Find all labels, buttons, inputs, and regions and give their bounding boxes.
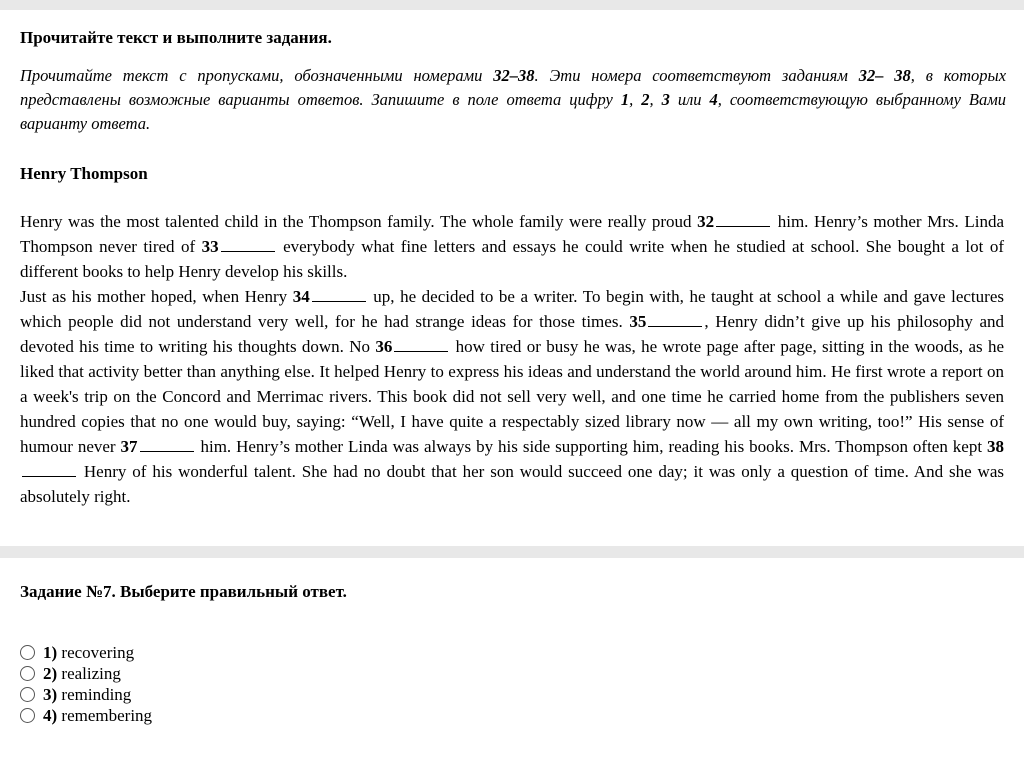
answer-option-label: 4) remembering [43,705,153,725]
gap-number: 33 [201,236,219,256]
answer-option-4[interactable] [20,705,1004,726]
gap-number: 36 [375,336,393,356]
gap-number: 37 [120,436,138,456]
radio-button-icon[interactable] [20,645,35,660]
answer-blank[interactable] [648,311,702,326]
answer-blank[interactable] [394,336,448,351]
answer-option-3[interactable] [20,684,1004,705]
gap-number: 34 [292,286,310,306]
answer-option-label: 1) recovering [43,642,135,662]
task-title: Прочитайте текст и выполните задания. [20,28,332,47]
answer-blank[interactable] [22,461,76,476]
gap-number: 38 [987,436,1004,456]
gap-number: 35 [629,311,647,331]
radio-button-icon[interactable] [20,666,35,681]
answer-option-2[interactable] [20,663,1004,684]
section-divider [0,546,1024,558]
story-title: Henry Thompson [20,163,148,183]
answer-blank[interactable] [312,286,366,301]
story-paragraph-2: Just as his mother hoped, when Henry 34 up, he decided to be a writer. To begin with, he taught at school a while and gave lectures which people did not understand very well, for he had strange ideas for those times. 35 , Henry didn’t give up his philosophy and devoted his time to writing his thoughts down. No 36 how tired or busy he was, he wrote page after page, sitting in the woods, as he liked that activity better than anything else. It helped Henry to express his ideas and understand the world around him. He first wrote a report on a week's trip on the Concord and Merrimac rivers. This book did not sell very well, and one time he carried home from the publishers seven hundred copies that no one would buy, saying: “Well, I have quite a respectably sized library now — all my own writing, too!” His sense of humour never 37 him. Henry’s mother Linda was always by his side supporting him, reading his books. Mrs. Thompson often kept 38 Henry of his wonderful talent. She had no doubt that her son would succeed one day; it was only a question of time. And she was absolutely right. [20,286,1005,506]
answer-blank[interactable] [221,236,275,251]
question-title: Задание №7. Выберите правильный ответ. [20,581,347,601]
story-paragraph-1: Henry was the most talented child in the Thompson family. The whole family were really proud 32 him. Henry’s mother Mrs. Linda Thompson never tired of 33 everybody what fine letters and essays he could write when he studied at school. She bought a lot of different books to help Henry develop his skills. [20,211,1004,281]
story-text [20,210,1004,510]
answer-option-label: 2) realizing [43,663,121,683]
document-body [0,28,1024,510]
gap-number: 32 [697,211,715,231]
answer-blank[interactable] [140,436,194,451]
answer-option-1[interactable] [20,642,1004,663]
top-bar [0,0,1024,10]
radio-button-icon[interactable] [20,708,35,723]
answer-option-label: 3) reminding [43,684,132,704]
answer-blank[interactable] [716,211,770,226]
answer-options [0,642,1024,726]
instructions-text: Прочитайте текст с пропусками, обозначенными номерами 32–38. Эти номера соответствуют заданиям 32– 38, в которых представлены возможные варианты ответов. Запишите в поле ответа цифру 1, 2, 3 или 4, соответствующую выбранному Вами варианту ответа. [20,66,1007,133]
radio-button-icon[interactable] [20,687,35,702]
